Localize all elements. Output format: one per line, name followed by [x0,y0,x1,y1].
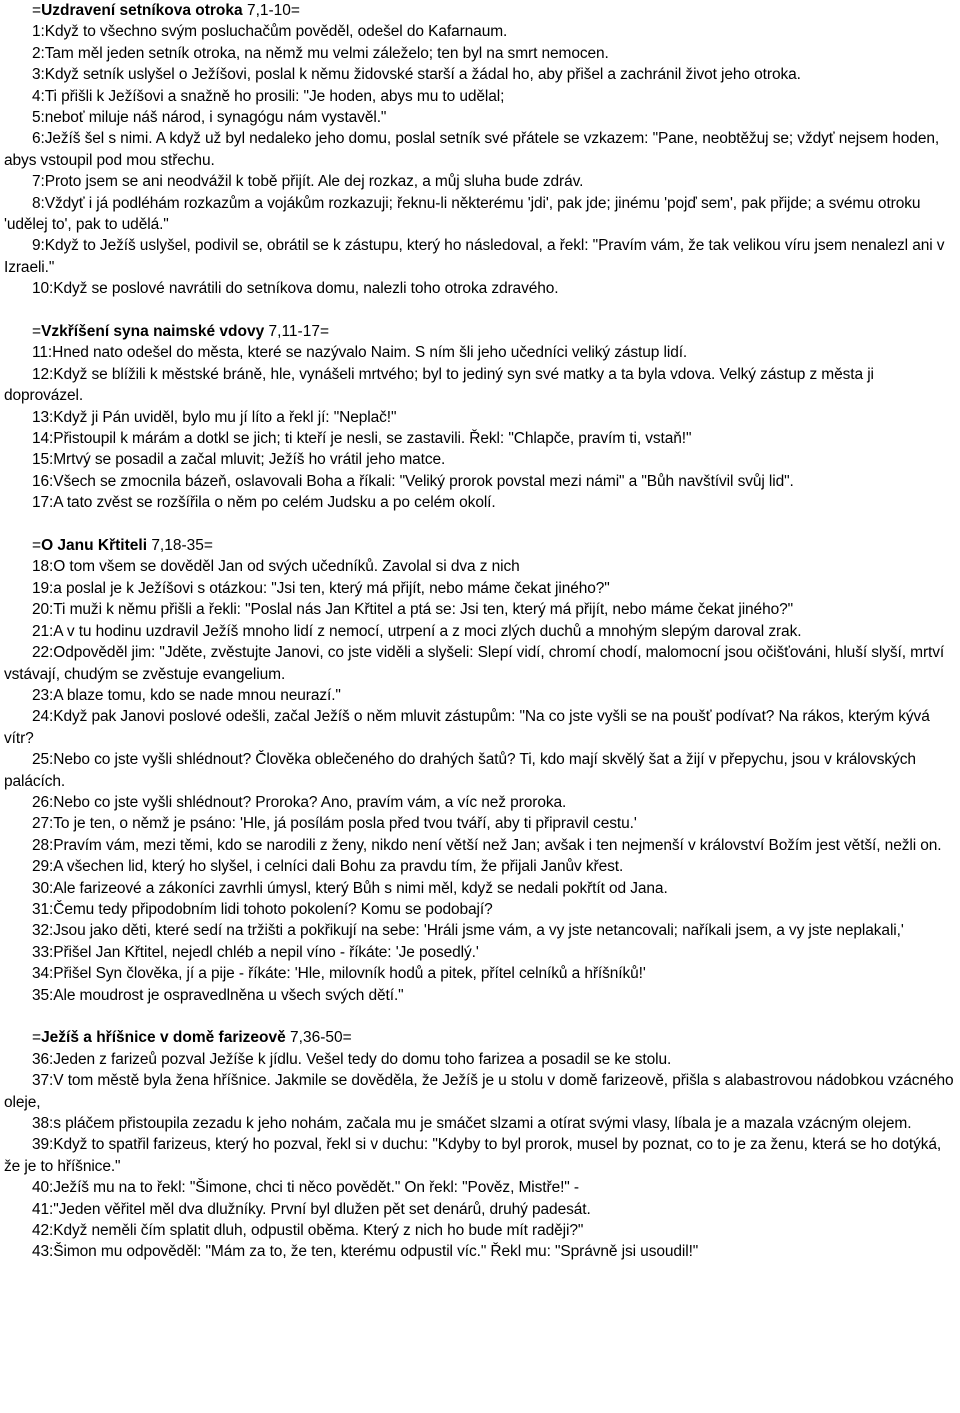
passage-section [4,535,954,1006]
heading-reference: 7,36-50= [290,1029,352,1047]
verse: 11:Hned nato odešel do města, které se nazývalo Naim. S ním šli jeho učedníci veliký zástup lidí. [32,344,688,362]
verse: 12:Když se blížili k městské bráně, hle, vynášeli mrtvého; byl to jediný syn své matky a ta byla vdova. Velký zástup z města ji doprovázel. [4,365,874,405]
verse: 6:Ježíš šel s nimi. A když už byl nedaleko jeho domu, poslal setník své přátele se vzkazem: "Pane, neobtěžuj se; vždyť nejsem hoden, abys vstoupil pod mou střechu. [4,130,940,169]
verse: 26:Nebo co jste vyšli shlédnout? Proroka? Ano, pravím vám, a víc než proroka. [32,793,567,811]
heading-title: Uzdravení setníkova otroka [41,2,243,19]
heading-reference: 7,1-10= [246,2,300,19]
verse: 4:Ti přišli k Ježíšovi a snažně ho prosili: "Je hoden, abys mu to udělal; [32,87,505,105]
section-heading [4,535,954,556]
verse: 36:Jeden z farizeů pozval Ježíše k jídlu. Vešel tedy do domu toho farizea a posadil se ke stolu. [32,1050,672,1068]
verse: 43:Šimon mu odpověděl: "Mám za to, že ten, kterému odpustil víc." Řekl mu: "Správně jsi usoudil!" [32,1243,699,1261]
verse: 38:s pláčem přistoupila zezadu k jeho nohám, začala mu je smáčet slzami a otírat svými vlasy, líbala je a mazala vzácným olejem. [32,1115,912,1133]
verse: 2:Tam měl jeden setník otroka, na němž mu velmi záleželo; ten byl na smrt nemocen. [32,44,609,62]
heading-title: O Janu Křtiteli [41,537,147,555]
passage-section [4,0,954,300]
verse: 42:Když neměli čím splatit dluh, odpustil oběma. Který z nich ho bude mít raději?" [32,1222,584,1240]
verse: 7:Proto jsem se ani neodvážil k tobě přijít. Ale dej rozkaz, a můj sluha bude zdráv. [32,173,584,191]
heading-reference: 7,11-17= [268,323,330,341]
verse: 14:Přistoupil k márám a dotkl se jich; ti kteří je nesli, se zastavili. Řekl: "Chlapče, pravím ti, vstaň!" [32,430,692,448]
heading-prefix: = [32,1029,42,1047]
passage-section [4,321,954,514]
verse: 3:Když setník uslyšel o Ježíšovi, poslal k němu židovské starší a žádal ho, aby přišel a zachránil život jeho otroka. [32,66,801,84]
verse: 5:neboť miluje náš národ, i synagógu nám vystavěl." [32,109,387,127]
verse: 25:Nebo co jste vyšli shlédnout? Člověka oblečeného do drahých šatů? Ti, kdo mají skvělý šat a žijí v přepychu, jsou v královských palácích. [4,751,916,790]
verse: 18:O tom všem se dověděl Jan od svých učedníků. Zavolal si dva z nich [32,558,520,576]
passage-section [4,1027,954,1262]
heading-reference: 7,18-35= [151,537,213,555]
heading-title: Vzkříšení syna naimské vdovy [41,323,265,341]
verse: 19:a poslal je k Ježíšovi s otázkou: "Jsi ten, který má přijít, nebo máme čekat jiného?" [32,579,610,597]
verse: 8:Vždyť i já podléhám rozkazům a vojákům rozkazuji; řeknu-li některému 'jdi', pak jde; jinému 'pojď sem', pak přijde; a svému otroku 'udělej to', pak to udělá." [4,194,921,234]
verse: 30:Ale farizeové a zákoníci zavrhli úmysl, který Bůh s nimi měl, když se nedali pokřtít od Jana. [32,879,668,897]
verse: 31:Čemu tedy připodobním lidi tohoto pokolení? Komu se podobají? [32,900,493,918]
verse: 40:Ježíš mu na to řekl: "Šimone, chci ti něco povědět." On řekl: "Pověz, Mistře!" - [32,1179,579,1197]
verse: 22:Odpověděl jim: "Jděte, zvěstujte Janovi, co jste viděli a slyšeli: Slepí vidí, chromí chodí, malomocní jsou očišťováni, hluší slyší, mrtví vstávají, chudým se zvěstuje evangelium. [4,644,945,683]
verse: 32:Jsou jako děti, které sedí na tržišti a pokřikují na sebe: 'Hráli jsme vám, a vy jste netancovali; naříkali jsem, a vy jste neplakali,' [32,922,904,940]
verse: 27:To je ten, o němž je psáno: 'Hle, já posílám posla před tvou tváří, aby ti připravil cestu.' [32,815,637,833]
verse: 21:A v tu hodinu uzdravil Ježíš mnoho lidí z nemocí, utrpení a z moci zlých duchů a mnohým slepým daroval zrak. [32,622,802,640]
verse: 35:Ale moudrost je ospravedlněna u všech svých dětí." [32,986,404,1004]
heading-prefix: = [32,323,42,341]
verse: 41:"Jeden věřitel měl dva dlužníky. První byl dlužen pět set denárů, druhý padesát. [32,1200,591,1218]
section-heading [4,321,954,342]
verse: 16:Všech se zmocnila bázeň, oslavovali Boha a říkali: "Veliký prorok povstal mezi námi" a "Bůh navštívil svůj lid". [32,472,794,490]
verse: 23:A blaze tomu, kdo se nade mnou neurazí." [32,686,341,704]
verse: 34:Přišel Syn člověka, jí a pije - říkáte: 'Hle, milovník hodů a pitek, přítel celníků a hříšníků!' [32,965,646,983]
verse: 15:Mrtvý se posadil a začal mluvit; Ježíš ho vrátil jeho matce. [32,451,446,469]
verse: 17:A tato zvěst se rozšířila o něm po celém Judsku a po celém okolí. [32,494,496,512]
heading-prefix: = [32,2,42,19]
verse: 29:A všechen lid, který ho slyšel, i celníci dali Bohu za pravdu tím, že přijali Janův křest. [32,858,624,876]
verse: 13:Když ji Pán uviděl, bylo mu jí líto a řekl jí: "Neplač!" [32,408,397,426]
section-heading [4,0,954,21]
verse: 33:Přišel Jan Křtitel, nejedl chléb a nepil víno - říkáte: 'Je posedlý.' [32,943,479,961]
verse: 20:Ti muži k němu přišli a řekli: "Poslal nás Jan Křtitel a ptá se: Jsi ten, který má přijít, nebo máme čekat jiného?" [32,601,794,619]
section-heading [4,1027,954,1048]
verse: 39:Když to spatřil farizeus, který ho pozval, řekl si v duchu: "Kdyby to byl prorok, musel by poznat, co to je za ženu, která se ho dotýká, že je to hříšnice." [4,1136,942,1175]
heading-title: Ježíš a hříšnice v domě farizeově [41,1029,286,1047]
verse: 9:Když to Ježíš uslyšel, podivil se, obrátil se k zástupu, který ho následoval, a řekl: "Pravím vám, že tak velikou víru jsem nenalezl ani v Izraeli." [4,237,945,276]
verse: 28:Pravím vám, mezi těmi, kdo se narodili z ženy, nikdo není větší než Jan; avšak i ten nejmenší v království Božím jest větší, nežli on. [32,836,942,854]
heading-prefix: = [32,537,42,555]
verse: 1:Když to všechno svým posluchačům pověděl, odešel do Kafarnaum. [32,23,508,41]
verse: 37:V tom městě byla žena hříšnice. Jakmile se dověděla, že Ježíš je u stolu v domě farizeově, přišla s alabastrovou nádobkou vzácného oleje, [4,1072,954,1111]
verse: 10:Když se poslové navrátili do setníkova domu, nalezli toho otroka zdravého. [32,280,559,298]
verse: 24:Když pak Janovi poslové odešli, začal Ježíš o něm mluvit zástupům: "Na co jste vyšli se na poušť podívat? Na rákos, kterým kývá vítr? [4,708,930,747]
